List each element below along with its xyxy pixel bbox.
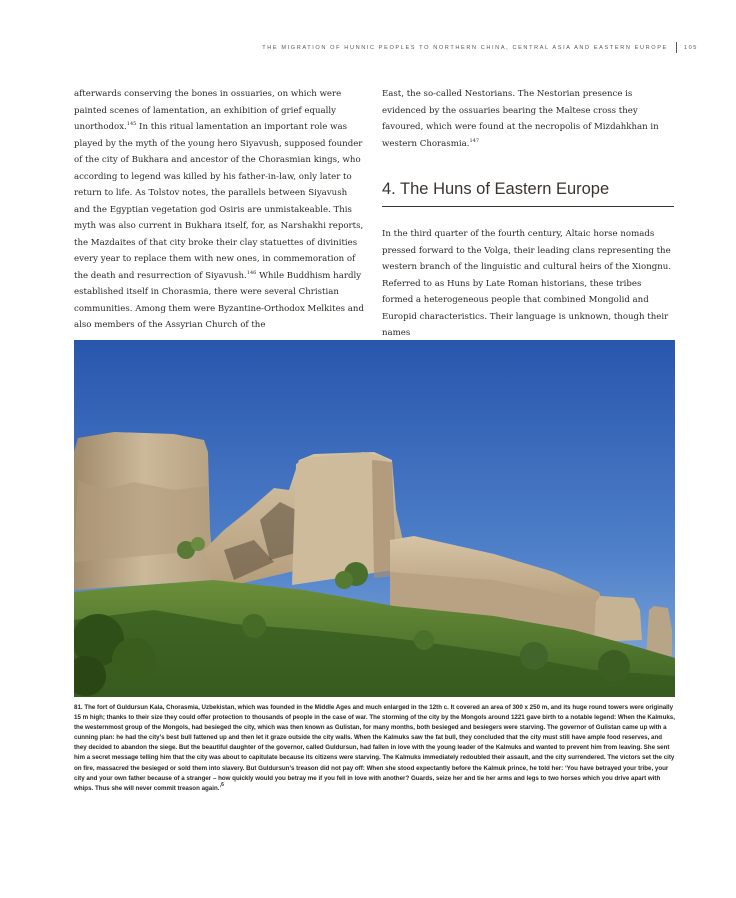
text-run: In this ritual lamentation an important role was played by the myth of the young hero Siyavush, supposed founder of the city of Bukhara and ancestor of the Chorasmian kings, who according to legend was killed by his father-in-law, only later to return to life. As Tolstov notes, the parallels between Siyavush and the Egyptian vegetation god Osiris are unmistakeable. This myth was also current in Bukhara itself, for, as Narshakhi reports, the Mazdaites of that city broke their clay statuettes of divinities every year to replace them with new ones, in commemoration of the death and resurrection of Siyavush. (74, 122, 364, 281)
figure-number: 81. (74, 704, 83, 711)
fort-photograph (74, 340, 675, 697)
text-run: While Buddhism hardly established itself in Chorasmia, there were several Christian communities. Among them were Byzantine-Orthodox Melkites and also members of the Assyrian Church of the (74, 270, 364, 330)
section-heading: 4. The Huns of Eastern Europe (382, 178, 674, 207)
body-paragraph: In the third quarter of the fourth century, Altaic horse nomads pressed forward to the Volga, their leading clans representing the western branch of the linguistic and cultural heirs of the Xiongnu. Referred to as Huns by Late Roman historians, these tribes formed a heterogeneous people that combined Mongolid and Europid characteristics. Their language is unknown, though their names (382, 229, 672, 338)
caption-note-ref: 6 (221, 781, 224, 788)
page-number: 105 (683, 44, 698, 51)
footnote-ref-146: 146 (246, 269, 257, 276)
body-paragraph (382, 86, 674, 152)
text-run: East, the so-called Nestorians. The Nestorian presence is evidenced by the ossuaries bearing the Maltese cross they favoured, which were found at the necropolis of Mizdahkhan in western Chorasmia. (382, 89, 659, 149)
running-title: THE MIGRATION OF HUNNIC PEOPLES TO NORTHERN CHINA, CENTRAL ASIA AND EASTERN EUROPE (262, 44, 668, 51)
photo-illustration (74, 340, 675, 697)
footnote-ref-147: 147 (469, 137, 479, 144)
footnote-ref-145: 145 (126, 121, 137, 127)
running-head (262, 42, 698, 53)
right-column (382, 86, 674, 342)
figure-caption (74, 703, 676, 794)
left-column (74, 86, 366, 334)
header-divider (676, 42, 677, 53)
body-paragraph (74, 86, 366, 334)
caption-text: The fort of Guldursun Kala, Chorasmia, Uzbekistan, which was founded in the Middle Ages and much enlarged in the 12th c. It covered an area of 300 x 250 m, and its huge round towers were originally 15 m high; thanks to their size they could offer protection to thousands of people in the case of war. The storming of the city by the Mongols around 1221 gave birth to a notable legend: When the Kalmuks, the westernmost group of the Mongols, had besieged the city, which was then known as Gulistan, for many months, both besieged and besiegers were starving. The governor of Gulistan came up with a cunning plan: he had the city’s best bull fattened up and then let it graze outside the city walls. When the Kalmuks saw the fat bull, they concluded that the city must still have ample food reserves, and they decided to abandon the siege. But the beautiful daughter of the governor, called Guldursun, had fallen in love with the young leader of the Kalmuks and wanted to prevent him from leaving. She sent him a secret message telling him that the city was about to capitulate because its citizens were starving. The Kalmuks immediately redoubled their assault, and the city surrendered. The victors set the city on fire, massacred the besieged or sold them into slavery. But Guldursun’s treason did not pay off: When she stood expectantly before the Kalmuk prince, he told her: ‘You have betrayed your tribe, your city and your own father because of a stranger – how quickly would you betray me if you fell in love with another? Guards, seize her and tie her arms and legs to two horses which you drive apart with whips. Thus she will never commit treason again.’ (74, 704, 675, 792)
text-run: afterwards conserving the bones in ossuaries, on which were painted scenes of lamentation, an exhibition of grief equally unorthodox. (74, 89, 342, 132)
